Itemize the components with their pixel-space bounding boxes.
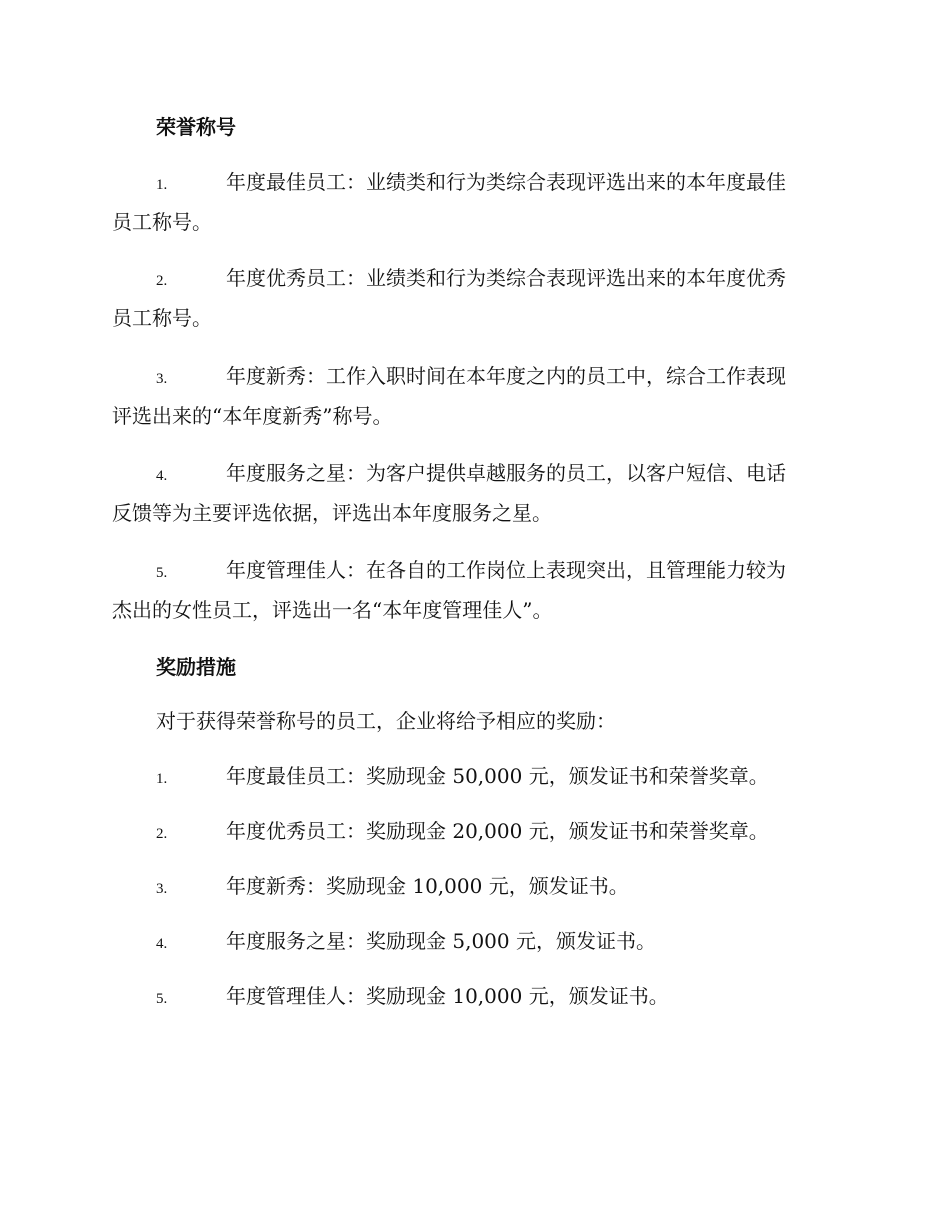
rewards-intro: 对于获得荣誉称号的员工，企业将给予相应的奖励：: [156, 709, 616, 733]
item-text-line1: 年度新秀：工作入职时间在本年度之内的员工中，综合工作表现: [226, 364, 786, 388]
item-number: 5.: [156, 991, 168, 1007]
item-number: 4.: [156, 468, 168, 484]
item-text-line1: 年度管理佳人：在各自的工作岗位上表现突出，且管理能力较为: [226, 558, 786, 582]
honor-item: [112, 260, 834, 337]
item-number: 3.: [156, 371, 168, 387]
item-text-line1: 年度最佳员工：业绩类和行为类综合表现评选出来的本年度最佳: [226, 170, 786, 194]
section-heading-rewards: 奖励措施: [156, 655, 236, 679]
item-text-line2: 员工称号。: [112, 306, 212, 330]
reward-item: [156, 816, 769, 849]
item-text-line1: 年度优秀员工：业绩类和行为类综合表现评选出来的本年度优秀: [226, 266, 786, 290]
item-number: 4.: [156, 936, 168, 952]
item-text-line2: 评选出来的“本年度新秀”称号。: [112, 404, 393, 428]
item-number: 2.: [156, 273, 168, 289]
reward-text: 年度管理佳人：奖励现金 10,000 元，颁发证书。: [226, 984, 669, 1008]
item-text-line2: 反馈等为主要评选依据，评选出本年度服务之星。: [112, 501, 552, 525]
reward-item: [156, 926, 656, 959]
honor-item: [112, 455, 834, 532]
honor-item: [112, 552, 834, 629]
reward-text: 年度服务之星：奖励现金 5,000 元，颁发证书。: [226, 929, 656, 953]
reward-item: [156, 981, 669, 1014]
honor-item: [112, 164, 834, 241]
reward-item: [156, 761, 769, 794]
section-heading-honors: 荣誉称号: [156, 115, 236, 139]
item-number: 1.: [156, 771, 168, 787]
item-number: 5.: [156, 565, 168, 581]
reward-text: 年度最佳员工：奖励现金 50,000 元，颁发证书和荣誉奖章。: [226, 764, 769, 788]
honor-item: [112, 358, 834, 435]
item-text-line2: 杰出的女性员工，评选出一名“本年度管理佳人”。: [112, 598, 553, 622]
reward-text: 年度新秀：奖励现金 10,000 元，颁发证书。: [226, 874, 629, 898]
item-number: 1.: [156, 177, 168, 193]
item-number: 3.: [156, 881, 168, 897]
item-text-line1: 年度服务之星：为客户提供卓越服务的员工，以客户短信、电话: [226, 461, 786, 485]
reward-item: [156, 871, 629, 904]
item-number: 2.: [156, 826, 168, 842]
reward-text: 年度优秀员工：奖励现金 20,000 元，颁发证书和荣誉奖章。: [226, 819, 769, 843]
item-text-line2: 员工称号。: [112, 210, 212, 234]
